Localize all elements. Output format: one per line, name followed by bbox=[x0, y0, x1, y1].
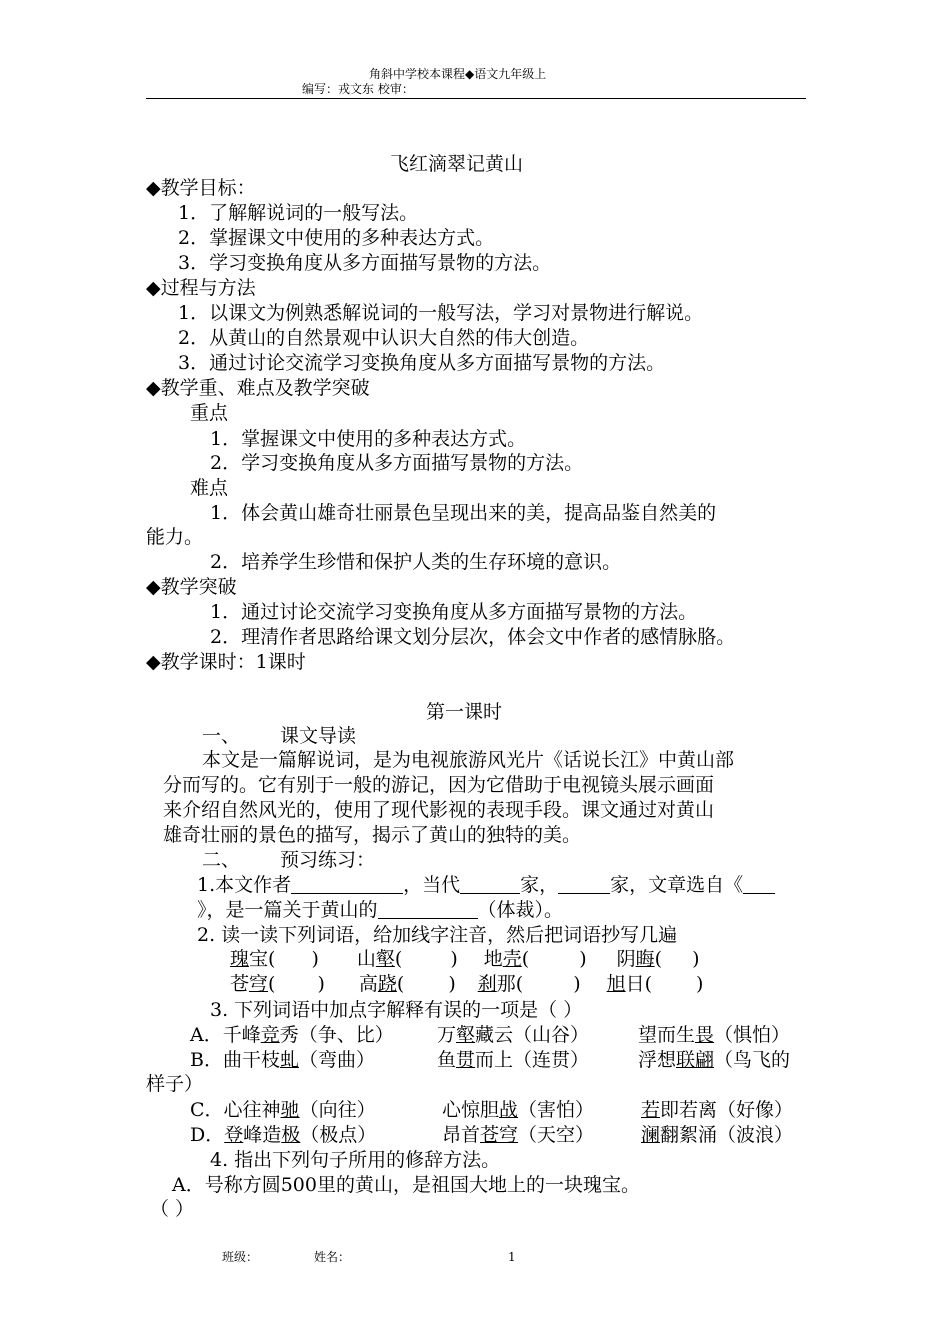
underlined-char: 穹 bbox=[249, 973, 269, 995]
nandian-item: 1．体会黄山雄奇壮丽景色呈现出来的美，提高品鉴自然美的 bbox=[210, 502, 717, 524]
q3-stem: 3. 下列词语中加点字解释有误的一项是（ ） bbox=[210, 999, 583, 1021]
q3-option-a-1 bbox=[190, 1023, 394, 1047]
dotted-char: 驰 bbox=[280, 1099, 300, 1121]
word-rest: 日( bbox=[625, 973, 653, 995]
word-rest: ( bbox=[394, 948, 403, 970]
intro-line: 来介绍自然风光的，使用了现代影视的表现手段。课文通过对黄山 bbox=[163, 799, 715, 821]
option-text: （害怕） bbox=[518, 1099, 595, 1121]
dotted-char: 虬 bbox=[279, 1049, 299, 1071]
q1-line1 bbox=[197, 873, 775, 897]
option-text: （天空） bbox=[518, 1124, 595, 1146]
word-item bbox=[478, 973, 581, 995]
zhongdian-item: 2．学习变换角度从多方面描写景物的方法。 bbox=[210, 452, 584, 474]
word-item bbox=[230, 973, 325, 995]
section-number: 一、 bbox=[202, 725, 241, 747]
section-title: 课文导读 bbox=[280, 725, 357, 747]
word-pre: 阴 bbox=[616, 948, 636, 970]
q3-option-a-3 bbox=[638, 1023, 790, 1047]
option-text: （向往） bbox=[299, 1099, 376, 1121]
breakthrough-heading: ◆教学突破 bbox=[146, 576, 237, 598]
option-text: 秀（争、比） bbox=[279, 1024, 394, 1046]
option-text: 万 bbox=[437, 1024, 457, 1046]
dotted-char: 若 bbox=[641, 1099, 661, 1121]
underlined-char: 壳 bbox=[502, 948, 522, 970]
word-item bbox=[230, 948, 319, 970]
page-title: 飞红滴翠记黄山 bbox=[390, 153, 524, 175]
paren-close: ) bbox=[450, 948, 458, 970]
q1-text: 1.本文作者 bbox=[197, 874, 292, 896]
header-course: 角斜中学校本课程◆语文九年级上 bbox=[369, 67, 547, 81]
section-title: 预习练习： bbox=[280, 849, 376, 871]
author-blank[interactable] bbox=[291, 875, 403, 894]
underlined-char: 晦 bbox=[635, 948, 655, 970]
dotted-char: 竞 bbox=[260, 1024, 280, 1046]
option-text: 峰造 bbox=[243, 1124, 282, 1146]
paren-close: ) bbox=[696, 973, 704, 995]
q3-option-d-1 bbox=[190, 1123, 376, 1147]
intro-line: 雄奇壮丽的景色的描写，揭示了黄山的独特的美。 bbox=[163, 824, 582, 846]
dotted-char: 壑 bbox=[456, 1024, 476, 1046]
option-text: 而上（连贯） bbox=[475, 1049, 590, 1071]
word-item bbox=[617, 948, 700, 970]
dotted-char: 登 bbox=[224, 1124, 244, 1146]
q2-row bbox=[230, 972, 703, 996]
q3-option-d-3 bbox=[641, 1123, 793, 1147]
q1-line2 bbox=[197, 898, 563, 922]
intro-line: 本文是一篇解说词，是为电视旅游风光片《话说长江》中黄山部 bbox=[202, 749, 735, 771]
q3-option-a-2 bbox=[437, 1023, 589, 1047]
option-text: D． bbox=[190, 1124, 225, 1146]
process-item: 1．以课文为例熟悉解说词的一般写法，学习对景物进行解说。 bbox=[178, 302, 704, 324]
q3-option-b-2 bbox=[437, 1048, 589, 1072]
keypoints-heading: ◆教学重、难点及教学突破 bbox=[146, 377, 370, 399]
source-blank[interactable] bbox=[743, 875, 775, 894]
q3-option-b-1 bbox=[190, 1048, 375, 1072]
underlined-char: 瑰 bbox=[230, 948, 250, 970]
word-pre: 苍 bbox=[230, 973, 250, 995]
class-hours: ◆教学课时：1课时 bbox=[146, 651, 306, 673]
option-text: A．千峰 bbox=[190, 1024, 261, 1046]
word-item bbox=[359, 973, 456, 995]
dotted-char: 战 bbox=[499, 1099, 519, 1121]
option-text: C．心往神 bbox=[190, 1099, 281, 1121]
word-pre: 地 bbox=[483, 948, 503, 970]
q3-option-d-2 bbox=[442, 1123, 594, 1147]
process-item: 3．通过讨论交流学习变换角度从多方面描写景物的方法。 bbox=[178, 352, 666, 374]
option-text: B．曲干枝 bbox=[190, 1049, 280, 1071]
q3-option-b-3 bbox=[638, 1048, 790, 1072]
word-item bbox=[484, 948, 587, 970]
word-rest: 宝( bbox=[249, 948, 276, 970]
breakthrough-item: 2．理清作者思路给课文划分层次，体会文中作者的感情脉胳。 bbox=[210, 626, 736, 648]
option-text: 翻絮涌（波浪） bbox=[660, 1124, 794, 1146]
q4-answer-paren[interactable]: （ ） bbox=[150, 1198, 195, 1220]
word-rest: 那( bbox=[496, 973, 524, 995]
dotted-char: 联翩 bbox=[676, 1049, 715, 1071]
paren-close: ) bbox=[448, 973, 456, 995]
option-text: 昂首 bbox=[442, 1124, 481, 1146]
option-text: 即若离（好像） bbox=[660, 1099, 794, 1121]
dotted-char: 澜 bbox=[641, 1124, 661, 1146]
process-item: 2．从黄山的自然景观中认识大自然的伟大创造。 bbox=[178, 327, 590, 349]
page-number: 1 bbox=[508, 1250, 516, 1264]
dotted-char: 畏 bbox=[695, 1024, 715, 1046]
objective-item: 2．掌握课文中使用的多种表达方式。 bbox=[178, 227, 495, 249]
word-rest: ( bbox=[521, 948, 530, 970]
word-pre: 高 bbox=[358, 973, 378, 995]
zhongdian-item: 1．掌握课文中使用的多种表达方式。 bbox=[210, 428, 527, 450]
objective-item: 3．学习变换角度从多方面描写景物的方法。 bbox=[178, 252, 552, 274]
q2-row bbox=[230, 947, 699, 971]
q1-text: 家，文章选自《 bbox=[610, 874, 744, 896]
q1-text: （体裁）。 bbox=[477, 899, 564, 921]
footer-class-label: 班级： bbox=[222, 1250, 259, 1264]
option-text: 浮想 bbox=[638, 1049, 677, 1071]
process-heading: ◆过程与方法 bbox=[146, 277, 256, 299]
q1-text: 》，是一篇关于黄山的 bbox=[197, 899, 378, 921]
option-text: （极点） bbox=[300, 1124, 377, 1146]
q2-stem: 2. 读一读下列词语，给加线字注音，然后把词语抄写几遍 bbox=[197, 924, 678, 946]
q3-option-b-cont: 样子） bbox=[146, 1073, 204, 1095]
underlined-char: 壑 bbox=[375, 948, 395, 970]
q4-item-a: A．号称方圆500里的黄山，是祖国大地上的一块瑰宝。 bbox=[172, 1174, 640, 1196]
intro-line: 分而写的。它有别于一般的游记，因为它借助于电视镜头展示画面 bbox=[163, 774, 715, 796]
nandian-item-cont: 能力。 bbox=[146, 526, 204, 548]
q4-stem: 4. 指出下列句子所用的修辞方法。 bbox=[210, 1149, 501, 1171]
word-pre: 山 bbox=[356, 948, 376, 970]
nandian-label: 难点 bbox=[190, 477, 229, 499]
word-item bbox=[357, 948, 458, 970]
section-number: 二、 bbox=[202, 849, 241, 871]
header-rule bbox=[146, 98, 806, 99]
q3-option-c-2 bbox=[442, 1098, 594, 1122]
underlined-char: 刹 bbox=[477, 973, 497, 995]
option-text: （惧怕） bbox=[714, 1024, 791, 1046]
profession-blank-1[interactable] bbox=[460, 875, 520, 894]
footer-name-label: 姓名： bbox=[314, 1250, 351, 1264]
option-text: （弯曲） bbox=[298, 1049, 375, 1071]
q3-option-c-3 bbox=[641, 1098, 793, 1122]
option-text: （鸟飞的 bbox=[714, 1049, 791, 1071]
word-rest: ( bbox=[396, 973, 405, 995]
dotted-char: 贯 bbox=[456, 1049, 476, 1071]
option-text: 心惊胆 bbox=[442, 1099, 500, 1121]
header-author: 编写：戎文东 校审： bbox=[302, 82, 414, 96]
paren-close: ) bbox=[573, 973, 581, 995]
q3-option-c-1 bbox=[190, 1098, 376, 1122]
dotted-char: 苍穹 bbox=[480, 1124, 519, 1146]
paren-close: ) bbox=[579, 948, 587, 970]
paren-close: ) bbox=[311, 948, 319, 970]
word-rest: ( bbox=[268, 973, 276, 995]
genre-blank[interactable] bbox=[378, 900, 478, 919]
objective-item: 1．了解解说词的一般写法。 bbox=[178, 202, 419, 224]
q1-text: ，当代 bbox=[403, 874, 461, 896]
underlined-char: 跷 bbox=[377, 973, 397, 995]
profession-blank-2[interactable] bbox=[558, 875, 610, 894]
objectives-heading: ◆教学目标： bbox=[146, 177, 256, 199]
paren-close: ) bbox=[317, 973, 325, 995]
breakthrough-item: 1．通过讨论交流学习变换角度从多方面描写景物的方法。 bbox=[210, 601, 698, 623]
q1-text: 家， bbox=[520, 874, 559, 896]
zhongdian-label: 重点 bbox=[190, 402, 229, 424]
dotted-char: 极 bbox=[281, 1124, 301, 1146]
word-rest: ( bbox=[654, 948, 663, 970]
option-text: 藏云（山谷） bbox=[475, 1024, 590, 1046]
option-text: 鱼 bbox=[437, 1049, 457, 1071]
option-text: 望而生 bbox=[638, 1024, 696, 1046]
nandian-item: 2．培养学生珍惜和保护人类的生存环境的意识。 bbox=[210, 551, 622, 573]
underlined-char: 旭 bbox=[606, 973, 626, 995]
word-item bbox=[607, 973, 704, 995]
paren-close: ) bbox=[692, 948, 700, 970]
lesson-title: 第一课时 bbox=[426, 701, 503, 723]
